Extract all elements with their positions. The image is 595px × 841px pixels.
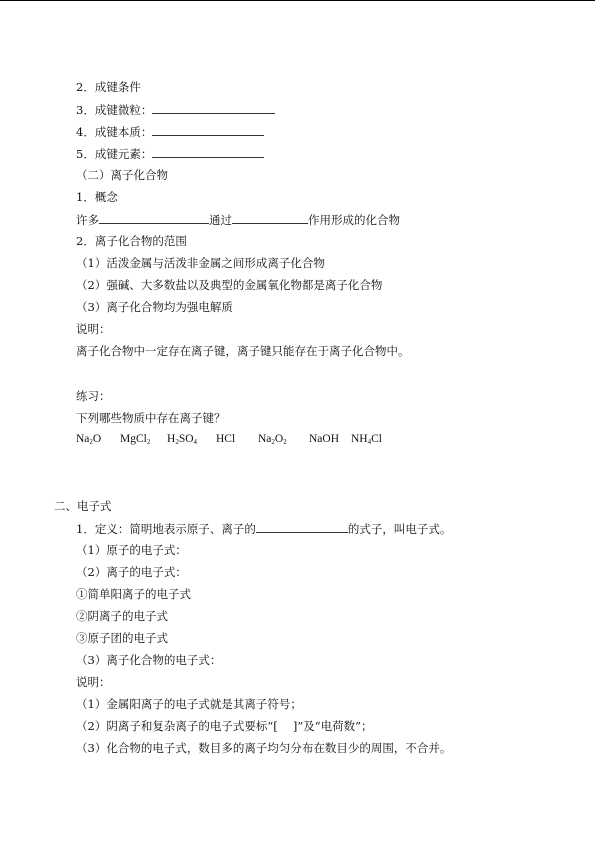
atom-electron-formula: （1）原子的电子式： bbox=[76, 543, 187, 557]
ion-item: ①简单阳离子的电子式 bbox=[76, 587, 191, 601]
definition-sentence bbox=[76, 521, 451, 536]
blank-elements[interactable] bbox=[152, 146, 264, 158]
section2-note: （1）金属阳离子的电子式就是其离子符号； bbox=[76, 697, 302, 711]
blank-definition[interactable] bbox=[256, 521, 348, 533]
formula-mgcl2: MgCl$_2$ bbox=[120, 433, 151, 446]
concept-part2: 通过 bbox=[209, 213, 232, 227]
concept-sentence bbox=[76, 212, 400, 227]
definition-part1: 1．定义：简明地表示原子、离子的 bbox=[76, 522, 256, 536]
ion-electron-formula: （2）离子的电子式： bbox=[76, 565, 187, 579]
item-bonding-essence-label: 4．成键本质： bbox=[76, 125, 153, 139]
formula-hcl: HCl bbox=[216, 433, 236, 445]
top-rule bbox=[0, 0, 595, 1]
range-heading: 2．离子化合物的范围 bbox=[76, 234, 187, 248]
definition-part2: 的式子，叫电子式。 bbox=[347, 522, 452, 536]
item-bonding-condition: 2．成键条件 bbox=[76, 80, 141, 94]
formula-na2o2: $Na_2O_2$ bbox=[258, 433, 287, 446]
practice-question: 下列哪些物质中存在离子键？ bbox=[76, 411, 226, 425]
item-bonding-elements bbox=[76, 146, 264, 161]
item-bonding-elements-label: 5．成键元素： bbox=[76, 147, 153, 161]
range-item: （1）活泼金属与活泼非金属之间形成离子化合物 bbox=[76, 256, 325, 270]
subsection-ionic-compounds-title: （二）离子化合物 bbox=[76, 168, 168, 182]
formula-nh4cl: $NH_4Cl$ bbox=[351, 433, 382, 446]
section2-note: （3）化合物的电子式，数目多的离子均匀分布在数目少的周围，不合并。 bbox=[76, 741, 452, 755]
compound-electron-formula: （3）离子化合物的电子式： bbox=[76, 653, 222, 667]
ion-item: ③原子团的电子式 bbox=[76, 631, 168, 645]
ion-item: ②阴离子的电子式 bbox=[76, 609, 168, 623]
note-label: 说明： bbox=[76, 322, 111, 336]
blank-particles[interactable] bbox=[152, 102, 275, 114]
blank-concept-2[interactable] bbox=[232, 212, 308, 224]
formula-h2so4: $H_2SO_4$ bbox=[167, 433, 198, 446]
concept-part1: 许多 bbox=[76, 213, 99, 227]
section-electron-formula-title: 二、电子式 bbox=[54, 499, 112, 513]
formula-na2o: $Na_2O$ bbox=[76, 433, 102, 446]
range-item: （3）离子化合物均为强电解质 bbox=[76, 300, 233, 314]
concept-heading: 1．概念 bbox=[76, 190, 118, 204]
item-bonding-essence bbox=[76, 124, 264, 139]
section2-note: （2）阴离子和复杂离子的电子式要标“[ ]”及“电荷数”； bbox=[76, 719, 373, 733]
note-text: 离子化合物中一定存在离子键，离子键只能存在于离子化合物中。 bbox=[76, 344, 410, 358]
formula-naoh: NaOH bbox=[309, 433, 340, 445]
range-item: （2）强碱、大多数盐以及典型的金属氧化物都是离子化合物 bbox=[76, 278, 383, 292]
blank-concept-1[interactable] bbox=[99, 212, 209, 224]
practice-label: 练习： bbox=[76, 389, 111, 403]
blank-essence[interactable] bbox=[152, 124, 264, 136]
concept-part3: 作用形成的化合物 bbox=[308, 213, 400, 227]
item-bonding-particles-label: 3．成键微粒： bbox=[76, 103, 153, 117]
section2-note-label: 说明： bbox=[76, 675, 111, 689]
item-bonding-particles bbox=[76, 102, 275, 117]
